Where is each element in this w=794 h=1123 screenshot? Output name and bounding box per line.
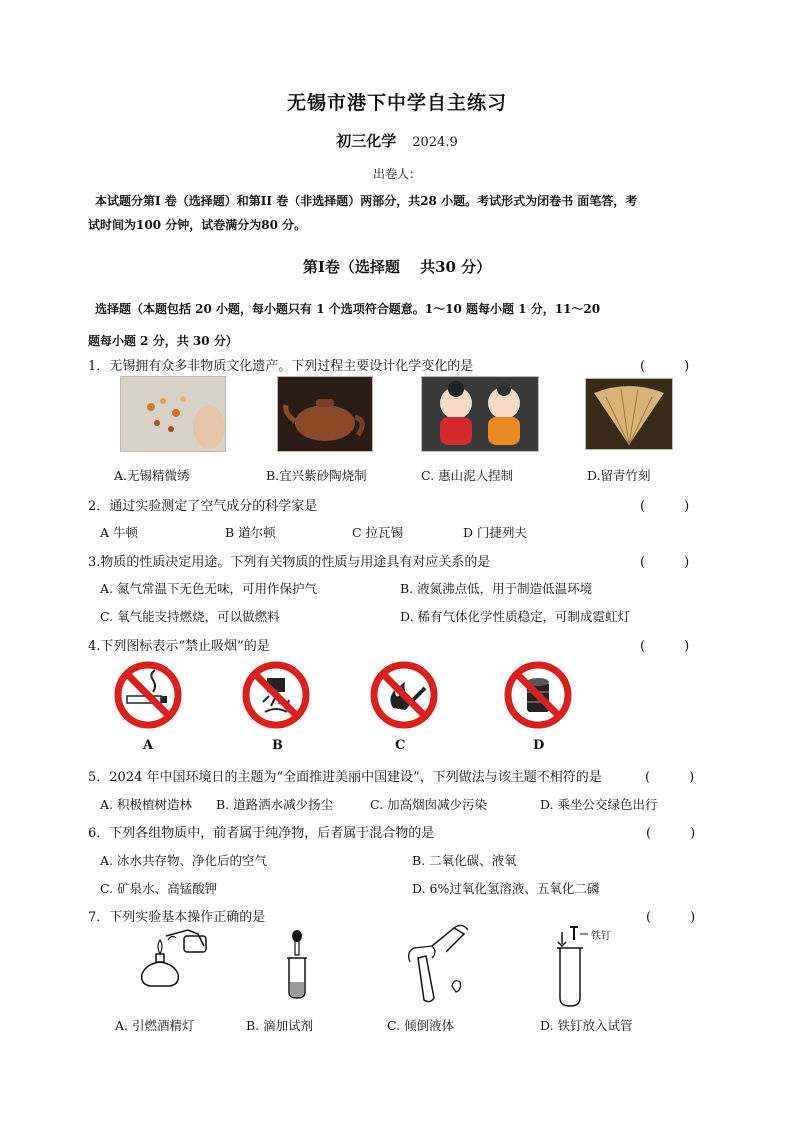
question-4-stem: 4.下列图标表示“禁止吸烟”的是 <box>88 639 270 654</box>
question-7-option-a: A. 引燃酒精灯 <box>115 1018 195 1033</box>
question-2-option-b: B 道尔顿 <box>225 525 276 540</box>
question-6-stem: 6．下列各组物质中，前者属于纯净物，后者属于混合物的是 <box>88 826 435 841</box>
clay-figures-photo <box>421 376 539 452</box>
question-5-option-a: A. 积极植树造林 <box>100 797 192 812</box>
nail-label: 铁钉 <box>591 931 611 942</box>
instructions-line-2: 题每小题 2 分，共 30 分） <box>88 334 238 348</box>
subject: 初三化学 <box>336 132 397 150</box>
question-7-option-d: D. 铁钉放入试管 <box>540 1018 633 1033</box>
author-line: 出卷人： <box>372 167 421 181</box>
question-4-option-c: C <box>395 738 406 753</box>
clay-figures-illustration <box>422 377 538 451</box>
intro-line-1: 本试题分第Ⅰ 卷（选择题）和第II 卷（非选择题）两部分，共28 小题。考试形式为闭卷书 面笔答，考 <box>95 194 638 208</box>
question-1-option-c: C. 惠山泥人捏制 <box>421 468 514 483</box>
question-2-option-d: D 门捷列夫 <box>463 525 527 540</box>
answer-paren-5: ( ) <box>645 770 695 785</box>
no-toxic-barrel-sign-icon <box>503 660 573 730</box>
pouring-liquid-illustration <box>402 922 474 1004</box>
question-3-stem: 3.物质的性质决定用途。下列有关物质的性质与用途具有对应关系的是 <box>88 555 491 570</box>
question-1-option-b: B.宜兴紫砂陶烧制 <box>266 468 367 483</box>
question-6-option-b: B. 二氧化碳、液氧 <box>412 853 517 868</box>
embroidery-photo <box>120 376 226 452</box>
question-5-option-d: D. 乘坐公交绿色出行 <box>540 797 658 812</box>
bamboo-carving-illustration <box>586 379 672 449</box>
dropper-test-tube-illustration <box>282 928 312 1000</box>
answer-paren-6: ( ) <box>646 826 696 841</box>
embroidery-illustration <box>121 377 225 451</box>
question-1-option-d: D.留青竹刻 <box>587 468 651 483</box>
teapot-illustration <box>278 377 372 451</box>
teapot-photo <box>277 376 373 452</box>
question-5-stem: 5．2024 年中国环境日的主题为“全面推进美丽中国建设”，下列做法与该主题不相符的是 <box>88 770 602 785</box>
question-1-option-a: A.无锡精微绣 <box>114 468 190 483</box>
alcohol-lamp-illustration <box>132 926 212 992</box>
instructions-line-1: 选择题（本题包括 20 小题，每小题只有 1 个选项符合题意。1～10 题每小题 1 分，11～20 <box>95 302 601 316</box>
question-2-stem: 2．通过实验测定了空气成分的科学家是 <box>88 499 318 514</box>
question-4-option-d: D <box>533 738 545 753</box>
question-2-option-a: A 牛顿 <box>100 525 139 540</box>
intro-line-2: 试时间为100 分钟，试卷满分为80 分。 <box>88 218 307 232</box>
date: 2024.9 <box>412 135 458 150</box>
answer-paren-1: ( ) <box>640 359 690 374</box>
question-6-option-a: A. 冰水共存物、净化后的空气 <box>100 853 267 868</box>
answer-paren-3: ( ) <box>640 555 690 570</box>
page-title: 无锡市港下中学自主练习 <box>286 92 507 114</box>
question-5-option-c: C. 加高烟囱减少污染 <box>370 797 488 812</box>
question-2-option-c: C 拉瓦锡 <box>352 525 404 540</box>
no-smoking-sign-icon <box>113 660 183 730</box>
question-3-option-d: D. 稀有气体化学性质稳定，可制成霓虹灯 <box>400 609 631 624</box>
question-6-option-d: D. 6%过氧化氢溶液、五氧化二磷 <box>412 881 600 896</box>
answer-paren-7: ( ) <box>646 910 696 925</box>
no-fireworks-sign-icon <box>241 660 311 730</box>
question-7-stem: 7．下列实验基本操作正确的是 <box>88 910 266 925</box>
question-7-option-b: B. 滴加试剂 <box>246 1018 314 1033</box>
question-5-option-b: B. 道路洒水减少扬尘 <box>216 797 334 812</box>
bamboo-carving-photo <box>585 378 673 450</box>
question-3-option-b: B. 液氮沸点低，用于制造低温环境 <box>400 581 593 596</box>
question-3-option-c: C. 氧气能支持燃烧，可以做燃料 <box>100 609 280 624</box>
question-3-option-a: A. 氮气常温下无色无味，可用作保护气 <box>100 581 317 596</box>
question-6-option-c: C. 矿泉水、高锰酸钾 <box>100 881 218 896</box>
no-open-flame-sign-icon <box>369 660 439 730</box>
subtitle <box>0 130 794 151</box>
question-4-option-b: B <box>272 738 283 753</box>
answer-paren-2: ( ) <box>640 499 690 514</box>
answer-paren-4: ( ) <box>640 639 690 654</box>
question-7-option-c: C. 倾倒液体 <box>387 1018 455 1033</box>
question-1-stem: 1．无锡拥有众多非物质文化遗产。下列过程主要设计化学变化的是 <box>88 359 474 374</box>
question-4-option-a: A <box>143 738 154 753</box>
section-title: 第Ⅰ卷（选择题 共30 分） <box>302 258 492 276</box>
